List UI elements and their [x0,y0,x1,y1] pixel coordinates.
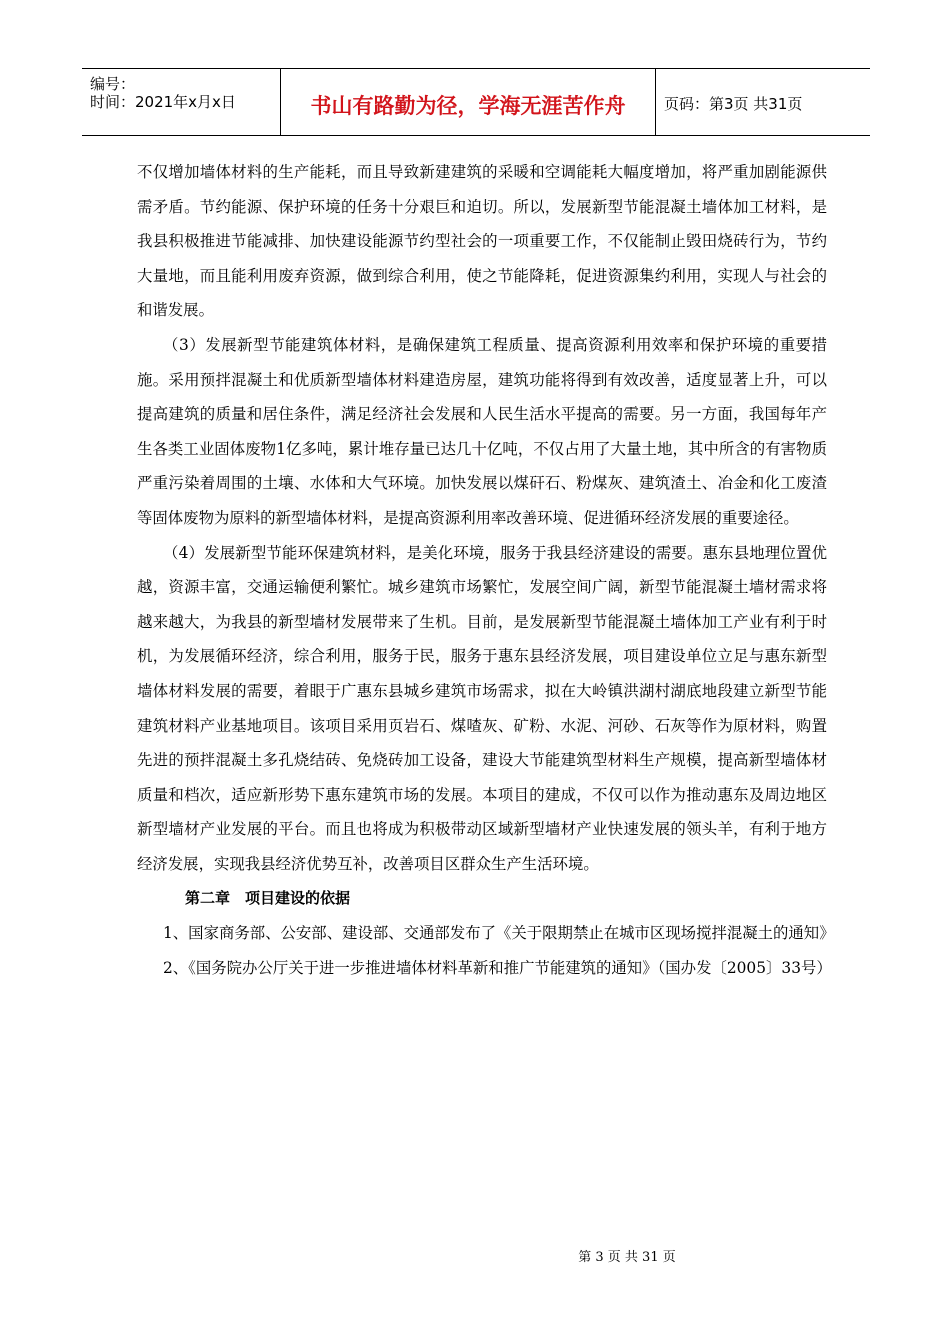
date-label: 时间：2021年x月x日 [90,93,236,111]
document-body [137,155,835,985]
paragraph-5: 2、《国务院办公厅关于进一步推进墙体材料革新和推广节能建筑的通知》（国办发〔2005〕33号） [163,958,832,977]
header-page-number: 页码：第3页 共31页 [664,94,803,113]
header-motto: 书山有路勤为径，学海无涯苦作舟 [281,69,656,135]
page-header [82,68,870,136]
page-footer: 第 3 页 共 31 页 [578,1250,676,1265]
paragraph-2: （3）发展新型节能建筑体材料，是确保建筑工程质量、提高资源利用效率和保护环境的重要措施。采用预拌混凝土和优质新型墙体材料建造房屋，建筑功能将得到有效改善，适度显著上升，可以提高建筑的质量和居住条件，满足经济社会发展和人民生活水平提高的需要。另一方面，我国每年产生各类工业固体废物1亿多吨，累计堆存量已达几十亿吨，不仅占用了大量土地，其中所含的有害物质严重污染着周围的土壤、水体和大气环境。加快发展以煤矸石、粉煤灰、建筑渣土、冶金和化工废渣等固体废物为原料的新型墙体材料，是提高资源利用率改善环境、促进循环经济发展的重要途径。 [137,335,827,527]
paragraph-4: 1、国家商务部、公安部、建设部、交通部发布了《关于限期禁止在城市区现场搅拌混凝土的通知》 [163,924,835,943]
paragraph-3: （4）发展新型节能环保建筑材料，是美化环境，服务于我县经济建设的需要。惠东县地理位置优越，资源丰富，交通运输便利繁忙。城乡建筑市场繁忙，发展空间广阔，新型节能混凝土墙材需求将越来越大，为我县的新型墙材发展带来了生机。目前，是发展新型节能混凝土墙体加工产业有利于时机，为发展循环经济，综合利用，服务于民，服务于惠东县经济发展，项目建设单位立足与惠东新型墙体材料发展的需要，着眼于广惠东县城乡建筑市场需求，拟在大岭镇洪湖村湖底地段建立新型节能建筑材料产业基地项目。该项目采用页岩石、煤喳灰、矿粉、水泥、河砂、石灰等作为原材料，购置先进的预拌混凝土多孔烧结砖、免烧砖加工设备，建设大节能建筑型材料生产规模，提高新型墙体材质量和档次，适应新形势下惠东建筑市场的发展。本项目的建成，不仅可以作为推动惠东及周边地区新型墙材产业发展的平台。而且也将成为积极带动区域新型墙材产业快速发展的领头羊，有利于地方经济发展，实现我县经济优势互补，改善项目区群众生产生活环境。 [137,543,827,873]
paragraph-1: 不仅增加墙体材料的生产能耗，而且导致新建建筑的采暖和空调能耗大幅度增加，将严重加剧能源供需矛盾。节约能源、保护环境的任务十分艰巨和迫切。所以，发展新型节能混凝土墙体加工材料，是我县积极推进节能减排、加快建设能源节约型社会的一项重要工作，不仅能制止毁田烧砖行为，节约大量地，而且能利用废弃资源，做到综合利用，使之节能降耗，促进资源集约利用，实现人与社会的和谐发展。 [137,163,827,320]
header-meta-cell [82,69,281,135]
chapter-heading: 第二章 项目建设的依据 [185,889,351,908]
number-label: 编号： [90,75,136,93]
